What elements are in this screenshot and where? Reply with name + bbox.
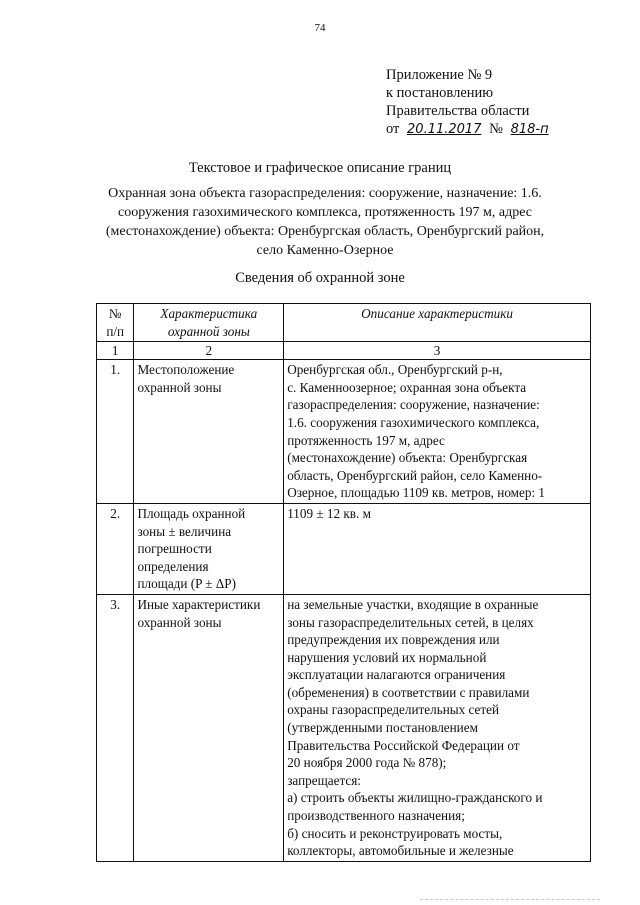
cell-line: определения bbox=[137, 558, 209, 574]
cell-line: нарушения условий их нормальной bbox=[287, 649, 487, 665]
header-characteristic-line: охранной зоны bbox=[167, 323, 250, 339]
cell-line: газораспределения: сооружение, назначение: bbox=[287, 397, 540, 413]
zone-info-table bbox=[96, 303, 591, 862]
table-row bbox=[97, 360, 591, 504]
cell-line: (местонахождение) объекта: Оренбургская bbox=[287, 450, 528, 466]
table-row bbox=[97, 594, 591, 861]
cell-line: Иные характеристики bbox=[137, 596, 261, 612]
object-description-line: сооружения газохимического комплекса, протяженность 197 м, адрес bbox=[117, 205, 532, 220]
from-label: от bbox=[386, 121, 400, 137]
row-description bbox=[284, 360, 591, 504]
header-description: Описание характеристики bbox=[284, 304, 591, 342]
cell-line: предупреждения их повреждения или bbox=[287, 632, 500, 648]
row-number: 2. bbox=[97, 503, 134, 594]
row-description bbox=[284, 503, 591, 594]
cell-line: 1109 ± 12 кв. м bbox=[287, 505, 371, 521]
handwritten-date: 20.11.2017 bbox=[407, 122, 482, 137]
row-description bbox=[284, 594, 591, 861]
handwritten-number: 818-п bbox=[510, 122, 549, 137]
row-characteristic bbox=[134, 594, 284, 861]
cell-line: область, Оренбургский район, село Каменно- bbox=[287, 467, 543, 483]
cell-line: площади (P ± ΔP) bbox=[137, 576, 237, 592]
row-number: 3. bbox=[97, 594, 134, 861]
cell-line: протяженность 197 м, адрес bbox=[287, 432, 445, 448]
object-description-line: (местонахождение) объекта: Оренбургская область, Оренбургский район, bbox=[105, 224, 545, 239]
appendix-line-1: Приложение № 9 bbox=[386, 67, 493, 83]
row-number: 1. bbox=[97, 360, 134, 504]
appendix-line-4 bbox=[386, 120, 553, 139]
object-description bbox=[96, 184, 554, 260]
cell-line: коллекторы, автомобильные и железные bbox=[287, 843, 514, 859]
cell-line: на земельные участки, входящие в охранные bbox=[287, 596, 539, 612]
cell-line: (утвержденными постановлением bbox=[287, 720, 478, 736]
appendix-block bbox=[386, 66, 553, 139]
section-title: Сведения об охранной зоне bbox=[235, 270, 405, 286]
scan-edge-mark bbox=[420, 899, 600, 900]
number-label: № bbox=[489, 121, 503, 137]
cell-line: погрешности bbox=[137, 541, 212, 557]
index-cell: 3 bbox=[284, 342, 591, 360]
document-title: Текстовое и графическое описание границ bbox=[188, 160, 452, 176]
cell-line: Правительства Российской Федерации от bbox=[287, 737, 520, 753]
cell-line: Оренбургская обл., Оренбургский р-н, bbox=[287, 362, 503, 378]
table-header-row bbox=[97, 304, 591, 342]
object-description-line: село Каменно-Озерное bbox=[256, 243, 394, 258]
cell-line: Местоположение bbox=[137, 362, 235, 378]
page-number: 74 bbox=[314, 22, 326, 34]
object-description-line: Охранная зона объекта газораспределения: сооружение, назначение: 1.6. bbox=[108, 186, 542, 201]
cell-line: зоны газораспределительных сетей, в целях bbox=[287, 614, 534, 630]
cell-line: (обременения) в соответствии с правилами bbox=[287, 684, 530, 700]
appendix-line-3: Правительства области bbox=[386, 103, 530, 119]
index-cell: 1 bbox=[97, 342, 134, 360]
header-number-line: п/п bbox=[106, 323, 125, 339]
cell-line: а) строить объекты жилищно-гражданского и bbox=[287, 790, 543, 806]
table-index-row bbox=[97, 342, 591, 360]
header-characteristic bbox=[134, 304, 284, 342]
cell-line: эксплуатации налагаются ограничения bbox=[287, 667, 506, 683]
index-cell: 2 bbox=[134, 342, 284, 360]
header-number-line: № bbox=[108, 306, 122, 321]
cell-line: Площадь охранной bbox=[137, 505, 246, 521]
cell-line: 20 ноября 2000 года № 878); bbox=[287, 755, 447, 771]
cell-line: с. Каменноозерное; охранная зона объекта bbox=[287, 379, 527, 395]
header-number bbox=[97, 304, 134, 342]
cell-line: охраны газораспределительных сетей bbox=[287, 702, 500, 718]
appendix-line-2: к постановлению bbox=[386, 85, 494, 101]
cell-line: охранной зоны bbox=[137, 614, 222, 630]
cell-line: 1.6. сооружения газохимического комплекса, bbox=[287, 414, 540, 430]
cell-line: зоны ± величина bbox=[137, 523, 232, 539]
cell-line: Озерное, площадью 1109 кв. метров, номер: 1 bbox=[287, 485, 546, 501]
cell-line: запрещается: bbox=[287, 772, 361, 788]
row-characteristic bbox=[134, 503, 284, 594]
table-row bbox=[97, 503, 591, 594]
cell-line: производственного назначения; bbox=[287, 808, 465, 824]
header-characteristic-line: Характеристика bbox=[160, 306, 258, 321]
row-characteristic bbox=[134, 360, 284, 504]
cell-line: охранной зоны bbox=[137, 379, 222, 395]
cell-line: б) сносить и реконструировать мосты, bbox=[287, 825, 503, 841]
